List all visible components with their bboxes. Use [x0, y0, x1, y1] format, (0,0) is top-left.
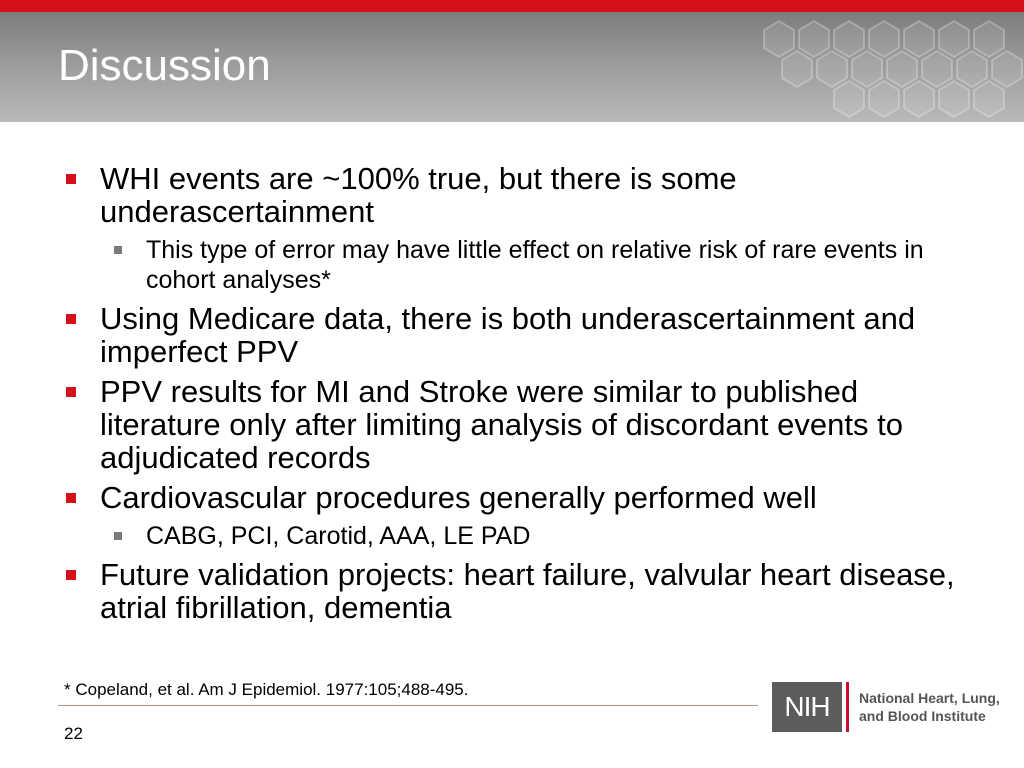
institute-name	[859, 689, 1000, 725]
bullet-text: Using Medicare data, there is both underascertainment and imperfect PPV	[100, 301, 916, 369]
page-number: 22	[64, 724, 83, 743]
bullet-list	[64, 162, 974, 624]
logo-divider	[846, 682, 849, 732]
bullet-item	[64, 375, 974, 474]
bullet-text: Future validation projects: heart failure, valvular heart disease, atrial fibrillation, dementia	[100, 557, 955, 625]
sub-bullet-item: CABG, PCI, Carotid, AAA, LE PAD	[100, 521, 974, 551]
institute-name-line-1: National Heart, Lung,	[859, 690, 1000, 706]
hexagon-pattern-decoration	[704, 12, 1024, 122]
slide-title: Discussion	[58, 41, 271, 90]
sub-bullet-item: This type of error may have little effect on relative risk of rare events in cohort analyses*	[100, 235, 974, 295]
sub-bullet-list	[100, 521, 974, 551]
top-accent-stripe	[0, 0, 1024, 12]
institute-name-line-2: and Blood Institute	[859, 708, 986, 724]
bullet-text: WHI events are ~100% true, but there is some underascertainment	[100, 161, 737, 229]
title-banner	[0, 12, 1024, 122]
nih-logo-box: NIH	[772, 682, 842, 732]
bullet-item	[64, 162, 974, 295]
bullet-item	[64, 481, 974, 551]
bullet-item	[64, 558, 974, 624]
footnote: * Copeland, et al. Am J Epidemiol. 1977:105;488-495.	[64, 680, 469, 699]
nhlbi-logo	[772, 682, 1000, 732]
sub-bullet-list	[100, 235, 974, 295]
footer-divider	[58, 705, 758, 706]
bullet-text: Cardiovascular procedures generally performed well	[100, 480, 817, 515]
bullet-item	[64, 302, 974, 368]
bullet-text: PPV results for MI and Stroke were similar to published literature only after limiting analysis of discordant events to adjudicated records	[100, 374, 903, 475]
